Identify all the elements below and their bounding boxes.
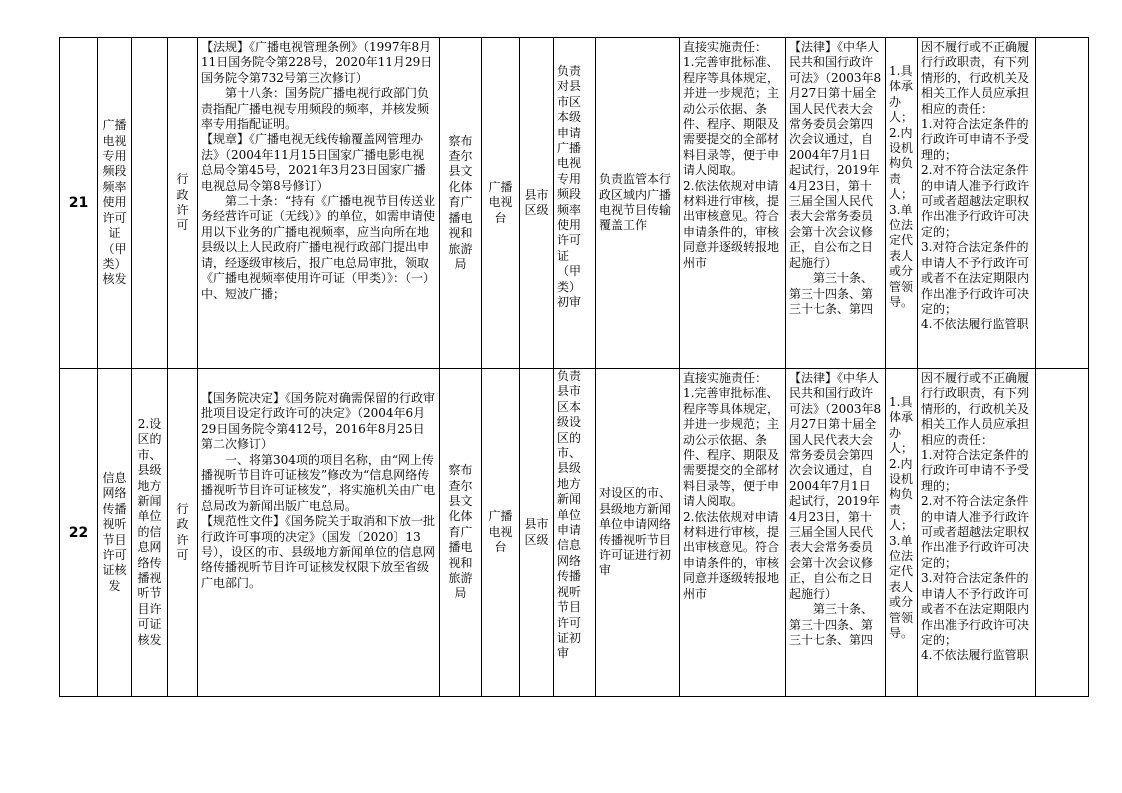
implementing-content: 负责对县市区本级申请广播电视专用频段频率使用许可证（甲类）初审: [554, 38, 596, 369]
supervision-content: 负责监管本行政区域内广播电视节目传输覆盖工作: [596, 38, 680, 369]
table-row: [60, 369, 1089, 697]
implementing-office: 广播电视台: [482, 38, 520, 369]
basis-paragraph: 一、将第304项的项目名称，由“网上传播视听节目许可证核发”修改为“信息网络传播视听节目许可证核发”，将实施机关由广电总局改为新闻出版广电总局。: [201, 452, 436, 513]
basis-paragraph: 第十八条：国务院广播电视行政部门负责指配广播电视专用频段的频率，并核发频率专用指配证明。: [201, 86, 430, 132]
basis-paragraph: 第二十条：“持有《广播电视节目传送业务经营许可证（无线）》的单位，如需申请使用以下业务的广播电视频率，应当向所在地县级以上人民政府广播电视行政部门提出申请，经逐级审核后，报广电总局审批，领取《广播电视频率使用许可证（甲类）》：（一）中、短波广播；: [201, 194, 436, 301]
basis-paragraph: 【国务院决定】《国务院对确需保留的行政审批项目设定行政许可的决定》（2004年6月29日国务院令第412号，2016年8月25日第二次修订）: [201, 391, 436, 452]
accountability: 因不履行或不正确履行行政职责，有下列情形的，行政机关及相关工作人员应承担相应的责任： 1.对符合法定条件的行政许可申请不予受理的； 2.对不符合法定条件的申请人准予行政许可或者超越法定职权作出准予行政许可决定的； 3.对符合法定条件的申请人不予行政许可或者不在法定期限内作出准予行政许可决定的； 4.不依法履行监管职: [918, 369, 1036, 697]
row-number: 22: [60, 369, 98, 697]
responsible-subject: 1.具体承办人；2.内设机构负责人；3.单位法定代表人或分管领导。: [886, 369, 918, 697]
permission-table: [59, 37, 1089, 697]
basis-paragraph: 【规章】《广播电视无线传输覆盖网管理办法》（2004年11月15日国家广播电影电视总局令第45号，2021年3月23日国家广播电视总局令第8号修订）: [201, 132, 426, 193]
sub-item: 2.设区的市、县级地方新闻单位的信息网络传播视听节目许可证核发: [132, 369, 168, 697]
remark: [1036, 38, 1089, 369]
supervision-content: 对设区的市、县级地方新闻单位申请网络传播视听节目许可证进行初审: [596, 369, 680, 697]
sub-item: [132, 38, 168, 369]
item-name: 广播电视专用频段频率使用许可证（甲类）核发: [98, 38, 132, 369]
duty-items: 直接实施责任： 1.完善审批标准、程序等具体规定，并进一步规范；主动公示依据、条件、程序、期限及需要提交的全部材料目录等，便于申请人阅取。 2.依法依规对申请材料进行审核，提出审核意见。符合申请条件的，审核同意并逐级转报地州市: [680, 369, 786, 697]
item-name: 信息网络传播视听节目许可证核发: [98, 369, 132, 697]
accountability: 因不履行或不正确履行行政职责，有下列情形的，行政机关及相关工作人员应承担相应的责任： 1.对符合法定条件的行政许可申请不予受理的； 2.对不符合法定条件的申请人准予行政许可或者超越法定职权作出准予行政许可决定的； 3.对符合法定条件的申请人不予行政许可或者不在法定期限内作出准予行政许可决定的； 4.不依法履行监管职: [918, 38, 1036, 369]
implementing-office: 广播电视台: [482, 369, 520, 697]
remark: [1036, 369, 1089, 697]
implementing-level: 县市区级: [520, 369, 554, 697]
category: 行政许可: [168, 369, 198, 697]
implementing-department: 察布查尔县文化体育广播电视和旅游局: [440, 38, 482, 369]
legal-basis: [198, 369, 440, 697]
category: 行政许可: [168, 38, 198, 369]
basis-paragraph: 【法规】《广播电视管理条例》（1997年8月11日国务院令第228号，2020年11月29日国务院令第732号第三次修订）: [201, 40, 433, 85]
row-number: 21: [60, 38, 98, 369]
duty-basis: 【法律】《中华人民共和国行政许可法》（2003年8月27日第十届全国人民代表大会常务委员会第四次会议通过，自2004年7月1日起试行，2019年4月23日，第十三届全国人民代表大会常务委员会第十次会议修正，自公布之日起施行） 第三十条、第三十四条、第三十七条、第四: [786, 369, 886, 697]
duty-items: 直接实施责任： 1.完善审批标准、程序等具体规定，并进一步规范；主动公示依据、条件、程序、期限及需要提交的全部材料目录等，便于申请人阅取。 2.依法依规对申请材料进行审核，提出审核意见。符合申请条件的，审核同意并逐级转报地州市: [680, 38, 786, 369]
legal-basis: [198, 38, 440, 369]
duty-basis: 【法律】《中华人民共和国行政许可法》（2003年8月27日第十届全国人民代表大会常务委员会第四次会议通过，自2004年7月1日起试行，2019年4月23日，第十三届全国人民代表大会常务委员会第十次会议修正，自公布之日起施行） 第三十条、第三十四条、第三十七条、第四: [786, 38, 886, 369]
implementing-content: 负责县市区本级设区的市、县级地方新闻单位申请信息网络传播视听节目许可证初审: [554, 369, 596, 697]
responsible-subject: 1.具体承办人；2.内设机构负责人；3.单位法定代表人或分管领导。: [886, 38, 918, 369]
table-row: [60, 38, 1089, 369]
basis-paragraph: 【规范性文件】《国务院关于取消和下放一批行政许可事项的决定》（国发〔2020〕13号），设区的市、县级地方新闻单位的信息网络传播视听节目许可证核发权限下放至省级广电部门。: [201, 514, 436, 590]
implementing-department: 察布查尔县文化体育广播电视和旅游局: [440, 369, 482, 697]
implementing-level: 县市区级: [520, 38, 554, 369]
